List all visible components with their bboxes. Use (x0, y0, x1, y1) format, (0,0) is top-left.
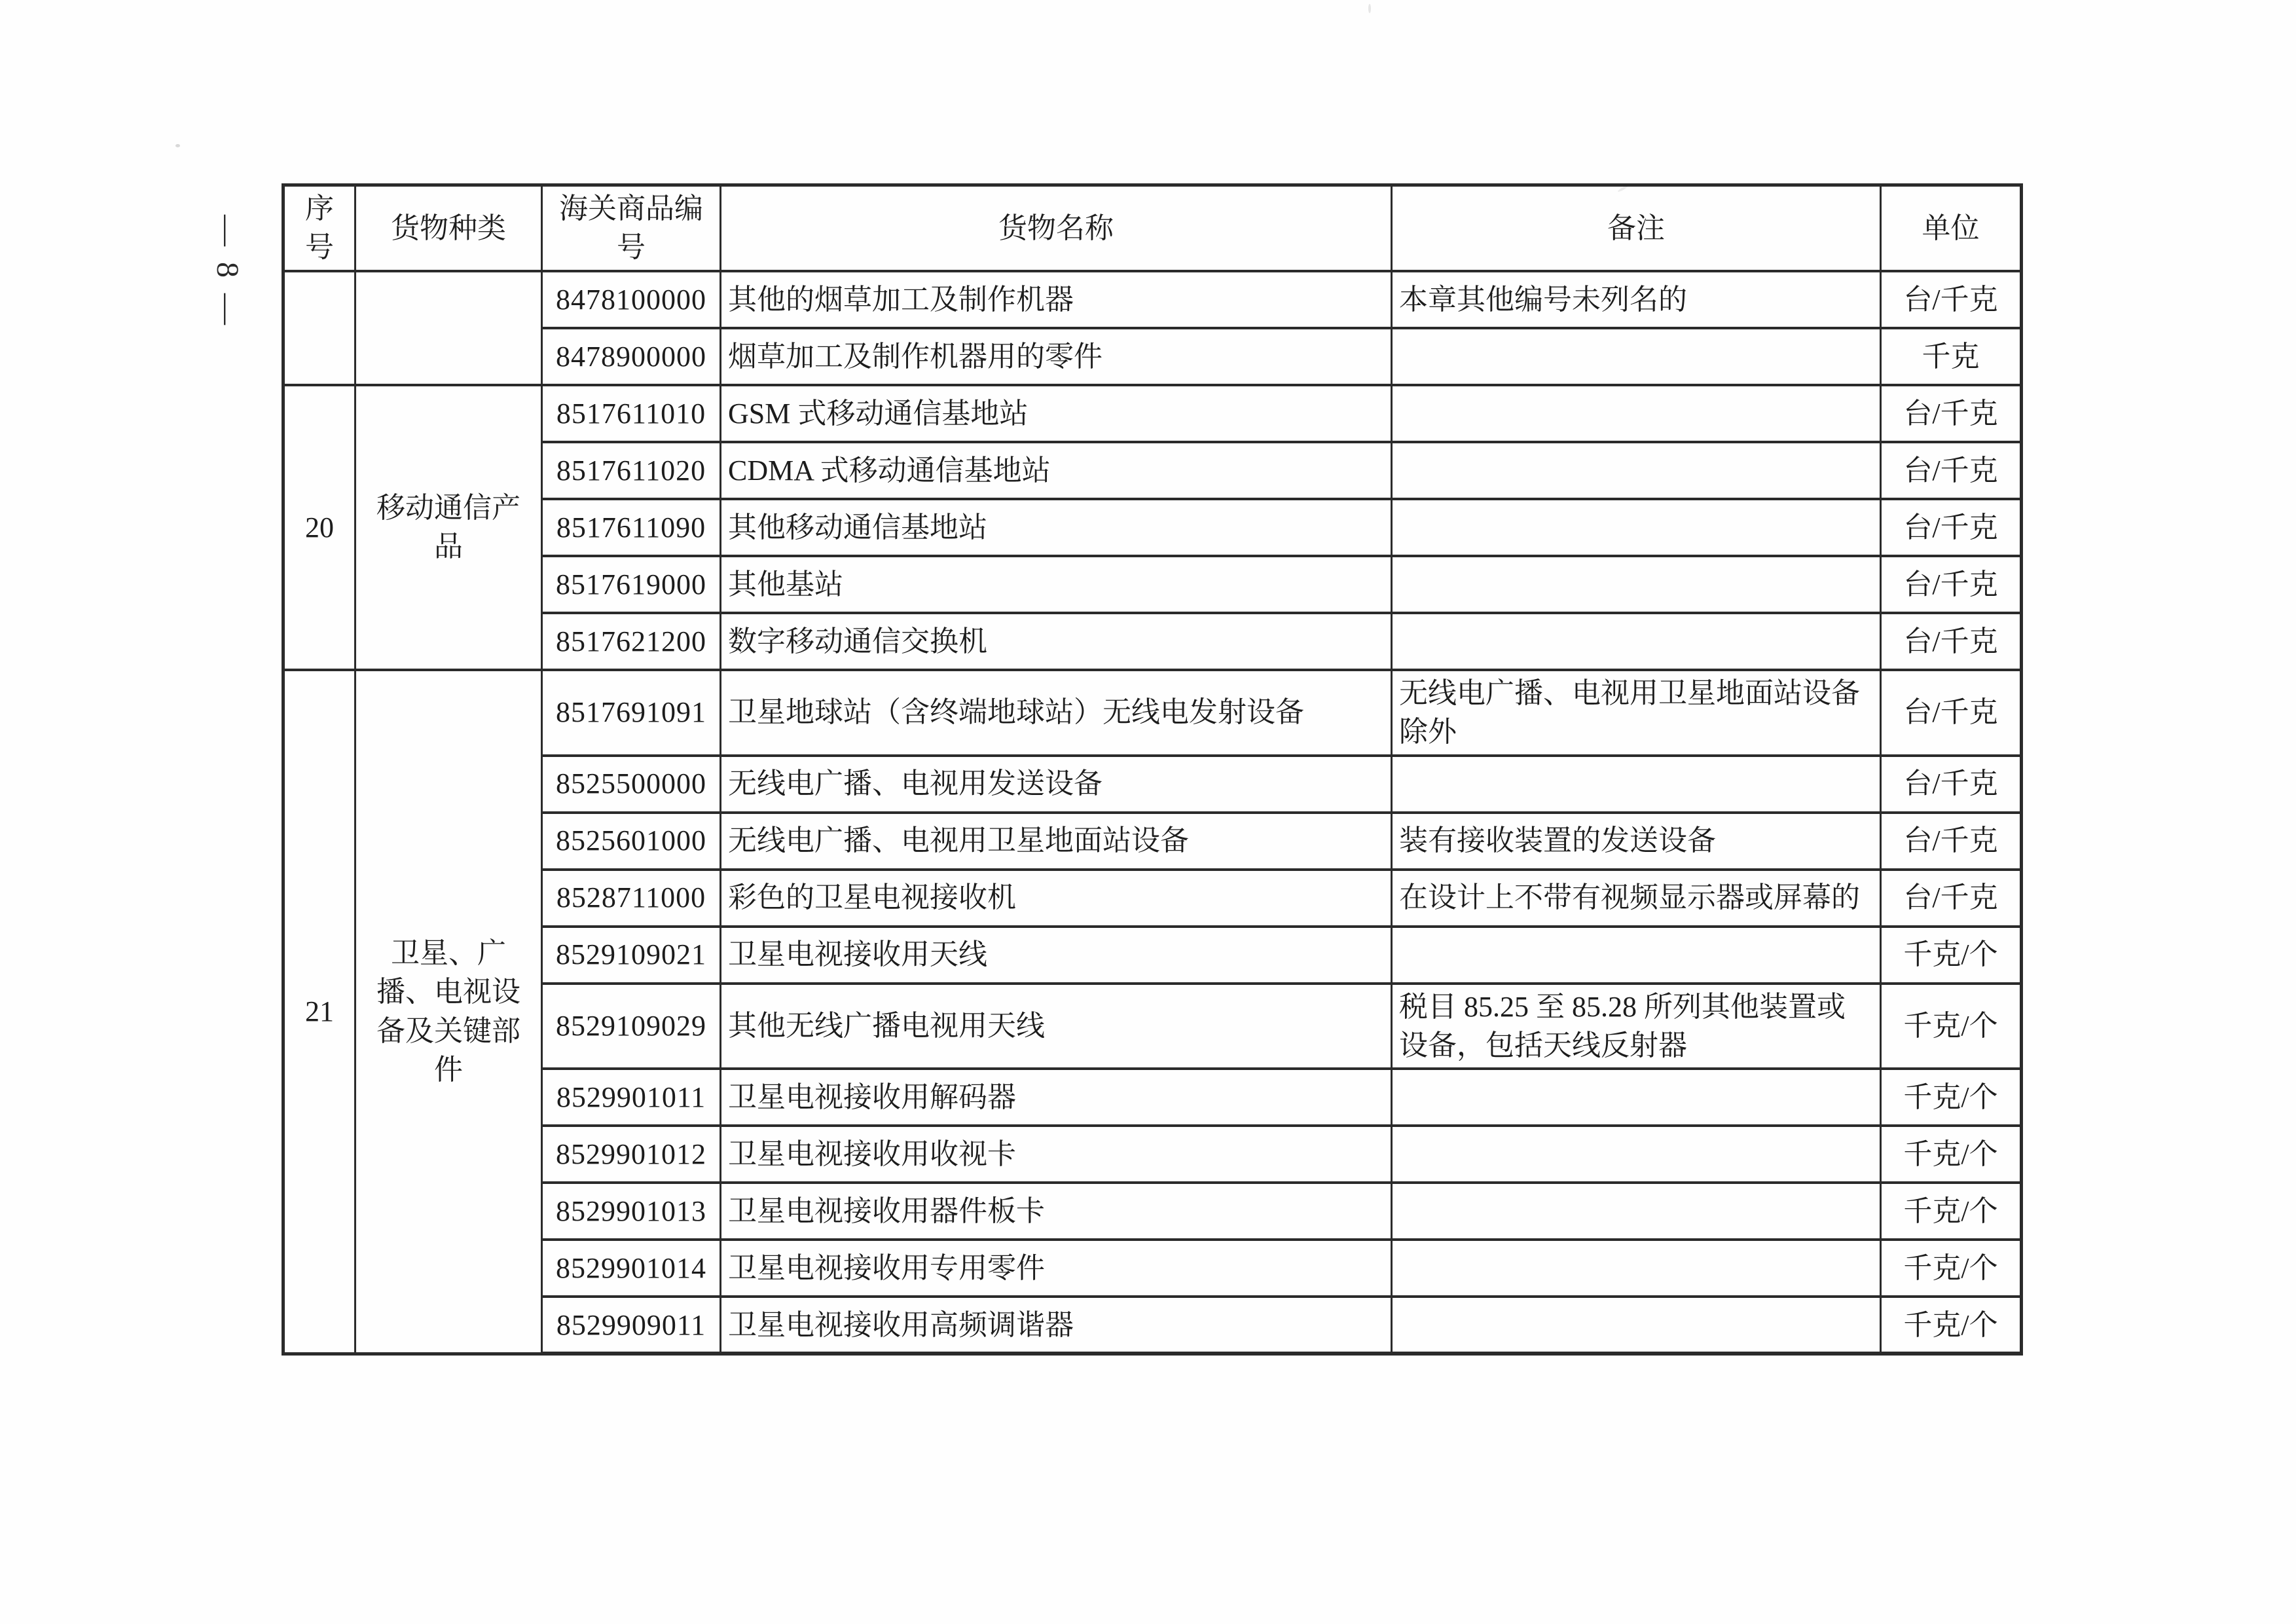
header-name: 货物名称 (721, 185, 1392, 271)
unit-cell: 台/千克 (1881, 499, 2022, 556)
code-cell: 8529901012 (542, 1126, 721, 1183)
code-cell: 8525601000 (542, 813, 721, 870)
table-row (283, 756, 2022, 813)
table-row (283, 813, 2022, 870)
name-cell: 其他移动通信基地站 (721, 499, 1392, 556)
code-cell: 8478900000 (542, 328, 721, 385)
remark-cell (1392, 442, 1881, 499)
remark-cell (1392, 756, 1881, 813)
code-cell: 8528711000 (542, 870, 721, 927)
unit-cell: 台/千克 (1881, 613, 2022, 670)
code-cell: 8529901011 (542, 1069, 721, 1126)
remark-cell: 税目 85.25 至 85.28 所列其他装置或设备，包括天线反射器 (1392, 984, 1881, 1069)
unit-cell: 千克/个 (1881, 1183, 2022, 1240)
name-cell: GSM 式移动通信基地站 (721, 385, 1392, 442)
remark-cell (1392, 1126, 1881, 1183)
unit-cell: 千克 (1881, 328, 2022, 385)
header-unit: 单位 (1881, 185, 2022, 271)
remark-cell: 装有接收装置的发送设备 (1392, 813, 1881, 870)
customs-commodity-table (282, 183, 2023, 1356)
remark-cell (1392, 328, 1881, 385)
remark-cell (1392, 385, 1881, 442)
name-cell: 卫星电视接收用器件板卡 (721, 1183, 1392, 1240)
table-row (283, 271, 2022, 328)
code-cell: 8525500000 (542, 756, 721, 813)
name-cell: 其他基站 (721, 556, 1392, 613)
name-cell: CDMA 式移动通信基地站 (721, 442, 1392, 499)
table-header-row (283, 185, 2022, 271)
seq-cell: 21 (283, 670, 355, 1354)
unit-cell: 千克/个 (1881, 984, 2022, 1069)
unit-cell: 台/千克 (1881, 385, 2022, 442)
unit-cell: 千克/个 (1881, 1126, 2022, 1183)
name-cell: 数字移动通信交换机 (721, 613, 1392, 670)
code-cell: 8517619000 (542, 556, 721, 613)
code-cell: 8529109029 (542, 984, 721, 1069)
remark-cell (1392, 927, 1881, 984)
code-cell: 8517611010 (542, 385, 721, 442)
unit-cell: 台/千克 (1881, 442, 2022, 499)
table-row (283, 613, 2022, 670)
seq-cell (283, 271, 355, 385)
remark-cell (1392, 556, 1881, 613)
code-cell: 8517611020 (542, 442, 721, 499)
unit-cell: 台/千克 (1881, 670, 2022, 756)
scan-speck (175, 144, 180, 147)
scan-speck (1368, 4, 1371, 13)
page-number: — 8 — (210, 215, 245, 329)
unit-cell: 台/千克 (1881, 870, 2022, 927)
table-row (283, 1297, 2022, 1354)
remark-cell: 在设计上不带有视频显示器或屏幕的 (1392, 870, 1881, 927)
unit-cell: 台/千克 (1881, 556, 2022, 613)
table-row (283, 870, 2022, 927)
code-cell: 8529901014 (542, 1240, 721, 1297)
table-row (283, 1126, 2022, 1183)
name-cell: 彩色的卫星电视接收机 (721, 870, 1392, 927)
table-row (283, 328, 2022, 385)
code-cell: 8529909011 (542, 1297, 721, 1354)
category-cell (355, 271, 542, 385)
unit-cell: 千克/个 (1881, 1069, 2022, 1126)
name-cell: 卫星电视接收用专用零件 (721, 1240, 1392, 1297)
header-category: 货物种类 (355, 185, 542, 271)
name-cell: 烟草加工及制作机器用的零件 (721, 328, 1392, 385)
category-cell: 移动通信产品 (355, 385, 542, 670)
name-cell: 无线电广播、电视用卫星地面站设备 (721, 813, 1392, 870)
table-row (283, 442, 2022, 499)
table-row (283, 1069, 2022, 1126)
name-cell: 卫星电视接收用高频调谐器 (721, 1297, 1392, 1354)
code-cell: 8529901013 (542, 1183, 721, 1240)
header-remark: 备注 (1392, 185, 1881, 271)
unit-cell: 千克/个 (1881, 927, 2022, 984)
unit-cell: 千克/个 (1881, 1240, 2022, 1297)
code-cell: 8517691091 (542, 670, 721, 756)
unit-cell: 千克/个 (1881, 1297, 2022, 1354)
remark-cell (1392, 1183, 1881, 1240)
remark-cell: 本章其他编号未列名的 (1392, 271, 1881, 328)
remark-cell (1392, 613, 1881, 670)
table-row (283, 499, 2022, 556)
table-row (283, 670, 2022, 756)
table-row (283, 1183, 2022, 1240)
name-cell: 其他的烟草加工及制作机器 (721, 271, 1392, 328)
name-cell: 卫星电视接收用解码器 (721, 1069, 1392, 1126)
code-cell: 8517621200 (542, 613, 721, 670)
name-cell: 卫星地球站（含终端地球站）无线电发射设备 (721, 670, 1392, 756)
category-cell: 卫星、广播、电视设备及关键部件 (355, 670, 542, 1354)
table-row (283, 1240, 2022, 1297)
remark-cell (1392, 1240, 1881, 1297)
table-row (283, 385, 2022, 442)
table-row (283, 984, 2022, 1069)
seq-cell: 20 (283, 385, 355, 670)
code-cell: 8529109021 (542, 927, 721, 984)
unit-cell: 台/千克 (1881, 756, 2022, 813)
table-row (283, 927, 2022, 984)
code-cell: 8517611090 (542, 499, 721, 556)
table-row (283, 556, 2022, 613)
name-cell: 无线电广播、电视用发送设备 (721, 756, 1392, 813)
remark-cell (1392, 499, 1881, 556)
header-code: 海关商品编号 (542, 185, 721, 271)
remark-cell: 无线电广播、电视用卫星地面站设备除外 (1392, 670, 1881, 756)
unit-cell: 台/千克 (1881, 813, 2022, 870)
name-cell: 卫星电视接收用天线 (721, 927, 1392, 984)
unit-cell: 台/千克 (1881, 271, 2022, 328)
header-seq: 序号 (283, 185, 355, 271)
remark-cell (1392, 1297, 1881, 1354)
remark-cell (1392, 1069, 1881, 1126)
name-cell: 其他无线广播电视用天线 (721, 984, 1392, 1069)
name-cell: 卫星电视接收用收视卡 (721, 1126, 1392, 1183)
code-cell: 8478100000 (542, 271, 721, 328)
